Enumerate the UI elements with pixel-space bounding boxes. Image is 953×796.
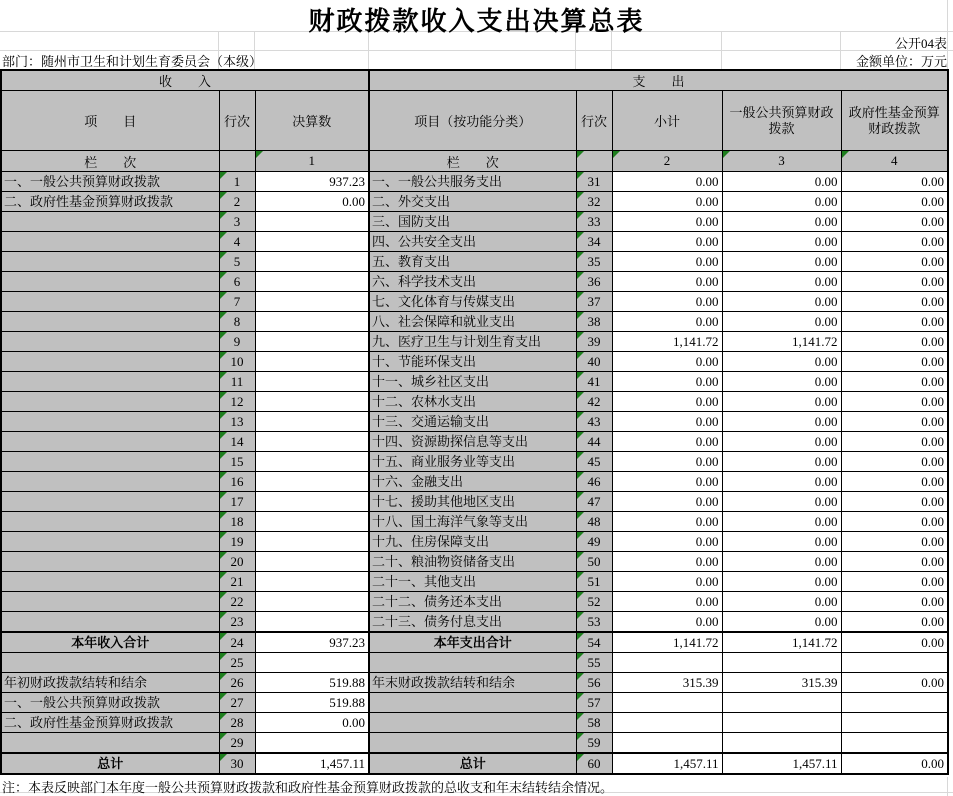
table-row — [1, 713, 948, 733]
cell-expense-general-budget[interactable]: 1,141.72 — [722, 332, 841, 352]
gridline — [947, 777, 948, 796]
fiscal-appropriation-table — [0, 69, 949, 775]
cell-expense-rownum[interactable]: 55 — [576, 653, 612, 673]
cell-income-value[interactable] — [255, 412, 369, 432]
cell-expense-label[interactable] — [369, 713, 576, 733]
cell-expense-general-budget[interactable]: 0.00 — [722, 612, 841, 633]
cell-income-rownum[interactable]: 28 — [219, 713, 255, 733]
cell-income-rownum[interactable]: 16 — [219, 472, 255, 492]
cell-expense-govt-fund[interactable]: 0.00 — [841, 172, 948, 192]
cell-expense-rownum[interactable]: 53 — [576, 612, 612, 633]
table-row — [1, 452, 948, 472]
cell-expense-subtotal[interactable]: 0.00 — [612, 452, 722, 472]
cell-expense-rownum[interactable]: 54 — [576, 632, 612, 653]
cell-expense-govt-fund[interactable]: 0.00 — [841, 292, 948, 312]
table-row — [1, 332, 948, 352]
cell-expense-govt-fund[interactable] — [841, 713, 948, 733]
cell-expense-subtotal[interactable] — [612, 713, 722, 733]
cell-income-value[interactable]: 0.00 — [255, 192, 369, 212]
cell-expense-subtotal[interactable]: 0.00 — [612, 432, 722, 452]
cell-income-label[interactable] — [1, 272, 219, 292]
cell-expense-rownum[interactable]: 50 — [576, 552, 612, 572]
cell-income-rownum[interactable]: 5 — [219, 252, 255, 272]
cell-expense-general-budget[interactable]: 0.00 — [722, 212, 841, 232]
cell-expense-rownum[interactable]: 43 — [576, 412, 612, 432]
column-index-row — [1, 151, 948, 172]
cell-expense-subtotal[interactable]: 0.00 — [612, 572, 722, 592]
cell-income-label[interactable] — [1, 292, 219, 312]
cell-expense-govt-fund[interactable]: 0.00 — [841, 753, 948, 774]
cell-expense-general-budget[interactable] — [722, 653, 841, 673]
cell-expense-govt-fund[interactable]: 0.00 — [841, 492, 948, 512]
cell-income-label[interactable]: 二、政府性基金预算财政拨款 — [1, 713, 219, 733]
cell-income-label[interactable] — [1, 212, 219, 232]
cell-expense-general-budget[interactable]: 0.00 — [722, 572, 841, 592]
cell-expense-label[interactable]: 十三、交通运输支出 — [369, 412, 576, 432]
cell-income-rownum[interactable]: 19 — [219, 532, 255, 552]
cell-expense-subtotal[interactable]: 0.00 — [612, 252, 722, 272]
cell-expense-rownum[interactable]: 47 — [576, 492, 612, 512]
cell-income-rownum[interactable]: 10 — [219, 352, 255, 372]
cell-expense-label[interactable]: 二十一、其他支出 — [369, 572, 576, 592]
cell-income-rownum[interactable]: 22 — [219, 592, 255, 612]
expense-subtotal-header[interactable]: 小计 — [612, 91, 722, 151]
cell-expense-general-budget[interactable]: 1,141.72 — [722, 632, 841, 653]
cell-income-label[interactable]: 总计 — [1, 753, 219, 774]
cell-expense-subtotal[interactable]: 0.00 — [612, 372, 722, 392]
page-title: 财政拨款收入支出决算总表 — [308, 7, 645, 36]
cell-expense-label[interactable]: 七、文化体育与传媒支出 — [369, 292, 576, 312]
table-row — [1, 552, 948, 572]
cell-income-label[interactable] — [1, 452, 219, 472]
cell-expense-label[interactable]: 六、科学技术支出 — [369, 272, 576, 292]
cell-income-value[interactable] — [255, 212, 369, 232]
cell-income-label[interactable]: 二、政府性基金预算财政拨款 — [1, 192, 219, 212]
cell-income-rownum[interactable]: 30 — [219, 753, 255, 774]
cell-expense-rownum[interactable]: 57 — [576, 693, 612, 713]
cell-income-value[interactable]: 519.88 — [255, 673, 369, 693]
cell-expense-general-budget[interactable]: 0.00 — [722, 232, 841, 252]
cell-expense-rownum[interactable]: 39 — [576, 332, 612, 352]
cell-income-value[interactable] — [255, 592, 369, 612]
cell-expense-rownum[interactable]: 35 — [576, 252, 612, 272]
cell-income-value[interactable] — [255, 612, 369, 633]
cell-expense-subtotal[interactable]: 0.00 — [612, 292, 722, 312]
cell-expense-rownum[interactable]: 56 — [576, 673, 612, 693]
cell-expense-label[interactable]: 十九、住房保障支出 — [369, 532, 576, 552]
cell-expense-govt-fund[interactable]: 0.00 — [841, 272, 948, 292]
cell-expense-rownum[interactable]: 37 — [576, 292, 612, 312]
cell-income-label[interactable] — [1, 232, 219, 252]
column-index-3[interactable]: 3 — [722, 151, 841, 172]
table-row — [1, 412, 948, 432]
cell-expense-general-budget[interactable]: 0.00 — [722, 492, 841, 512]
cell-income-value[interactable] — [255, 232, 369, 252]
table-row — [1, 592, 948, 612]
cell-expense-subtotal[interactable]: 0.00 — [612, 612, 722, 633]
cell-income-label[interactable] — [1, 352, 219, 372]
cell-expense-rownum[interactable]: 32 — [576, 192, 612, 212]
cell-expense-label[interactable]: 二十二、债务还本支出 — [369, 592, 576, 612]
unit-label: 金额单位：万元 — [855, 54, 947, 69]
cell-income-label[interactable]: 本年收入合计 — [1, 632, 219, 653]
cell-expense-label[interactable]: 八、社会保障和就业支出 — [369, 312, 576, 332]
cell-expense-subtotal[interactable]: 0.00 — [612, 492, 722, 512]
cell-income-value[interactable] — [255, 572, 369, 592]
expense-general-budget-header[interactable]: 一般公共预算财政拨款 — [722, 91, 841, 151]
cell-income-rownum[interactable]: 8 — [219, 312, 255, 332]
cell-expense-label[interactable]: 九、医疗卫生与计划生育支出 — [369, 332, 576, 352]
cell-income-label[interactable] — [1, 432, 219, 452]
band-income-header[interactable]: 收 入 — [1, 70, 369, 91]
cell-expense-general-budget[interactable]: 0.00 — [722, 252, 841, 272]
cell-income-rownum[interactable]: 20 — [219, 552, 255, 572]
cell-income-value[interactable]: 1,457.11 — [255, 753, 369, 774]
cell-expense-general-budget[interactable]: 0.00 — [722, 292, 841, 312]
cell-expense-subtotal[interactable]: 0.00 — [612, 592, 722, 612]
form-code-label: 公开04表 — [894, 36, 947, 51]
cell-income-rownum[interactable]: 7 — [219, 292, 255, 312]
cell-income-rownum[interactable]: 3 — [219, 212, 255, 232]
cell-income-label[interactable] — [1, 252, 219, 272]
band-expense-header[interactable]: 支 出 — [369, 70, 948, 91]
cell-expense-general-budget[interactable]: 0.00 — [722, 192, 841, 212]
cell-expense-subtotal[interactable]: 0.00 — [612, 532, 722, 552]
cell-income-rownum[interactable]: 18 — [219, 512, 255, 532]
cell-expense-label[interactable]: 十五、商业服务业等支出 — [369, 452, 576, 472]
table-row — [1, 753, 948, 774]
cell-expense-govt-fund[interactable]: 0.00 — [841, 212, 948, 232]
table-row — [1, 532, 948, 552]
table-row — [1, 312, 948, 332]
cell-income-value[interactable] — [255, 292, 369, 312]
cell-expense-rownum[interactable]: 59 — [576, 733, 612, 754]
cell-expense-general-budget[interactable]: 0.00 — [722, 312, 841, 332]
cell-expense-rownum[interactable]: 42 — [576, 392, 612, 412]
cell-income-label[interactable] — [1, 392, 219, 412]
cell-income-label[interactable] — [1, 653, 219, 673]
cell-expense-rownum[interactable]: 58 — [576, 713, 612, 733]
cell-expense-label[interactable]: 三、国防支出 — [369, 212, 576, 232]
cell-income-value[interactable] — [255, 532, 369, 552]
cell-income-rownum[interactable]: 1 — [219, 172, 255, 192]
expense-item-header[interactable]: 项目（按功能分类） — [369, 91, 576, 151]
cell-expense-label[interactable]: 二、外交支出 — [369, 192, 576, 212]
cell-expense-subtotal[interactable]: 0.00 — [612, 472, 722, 492]
cell-income-rownum[interactable]: 11 — [219, 372, 255, 392]
cell-expense-label[interactable]: 十七、援助其他地区支出 — [369, 492, 576, 512]
footnote: 注：本表反映部门本年度一般公共预算财政拨款和政府性基金预算财政拨款的总收支和年末结转结余情况。 — [2, 780, 614, 795]
cell-expense-label[interactable] — [369, 733, 576, 754]
cell-expense-general-budget[interactable]: 0.00 — [722, 552, 841, 572]
column-header-row — [1, 91, 948, 151]
table-row — [1, 572, 948, 592]
table-row — [1, 733, 948, 754]
cell-income-value[interactable] — [255, 452, 369, 472]
cell-expense-label[interactable]: 年末财政拨款结转和结余 — [369, 673, 576, 693]
cell-income-rownum[interactable]: 21 — [219, 572, 255, 592]
income-rownum-header[interactable]: 行次 — [219, 91, 255, 151]
cell-expense-label[interactable]: 四、公共安全支出 — [369, 232, 576, 252]
cell-expense-rownum[interactable]: 40 — [576, 352, 612, 372]
table-row — [1, 673, 948, 693]
cell-income-rownum[interactable]: 17 — [219, 492, 255, 512]
table-row — [1, 232, 948, 252]
cell-income-rownum[interactable]: 14 — [219, 432, 255, 452]
cell-expense-general-budget[interactable]: 0.00 — [722, 272, 841, 292]
table-row — [1, 472, 948, 492]
cell-income-label[interactable]: 一、一般公共预算财政拨款 — [1, 693, 219, 713]
cell-income-value[interactable] — [255, 392, 369, 412]
table-row — [1, 292, 948, 312]
cell-income-label[interactable] — [1, 492, 219, 512]
cell-expense-subtotal[interactable] — [612, 653, 722, 673]
table-body — [1, 172, 948, 775]
table-row — [1, 693, 948, 713]
cell-expense-label[interactable]: 十四、资源勘探信息等支出 — [369, 432, 576, 452]
table-row — [1, 492, 948, 512]
cell-expense-govt-fund[interactable]: 0.00 — [841, 352, 948, 372]
cell-income-label[interactable] — [1, 412, 219, 432]
cell-expense-rownum[interactable]: 45 — [576, 452, 612, 472]
cell-expense-rownum[interactable]: 46 — [576, 472, 612, 492]
cell-expense-govt-fund[interactable]: 0.00 — [841, 512, 948, 532]
table-row — [1, 192, 948, 212]
cell-expense-govt-fund[interactable]: 0.00 — [841, 673, 948, 693]
cell-expense-general-budget[interactable]: 0.00 — [722, 372, 841, 392]
cell-expense-rownum[interactable]: 33 — [576, 212, 612, 232]
cell-expense-govt-fund[interactable] — [841, 653, 948, 673]
cell-income-value[interactable] — [255, 472, 369, 492]
cell-expense-subtotal[interactable]: 0.00 — [612, 192, 722, 212]
cell-income-rownum[interactable]: 12 — [219, 392, 255, 412]
cell-expense-govt-fund[interactable]: 0.00 — [841, 312, 948, 332]
cell-expense-subtotal[interactable]: 0.00 — [612, 272, 722, 292]
column-index-1[interactable]: 1 — [255, 151, 369, 172]
cell-expense-govt-fund[interactable]: 0.00 — [841, 552, 948, 572]
cell-expense-govt-fund[interactable]: 0.00 — [841, 592, 948, 612]
cell-expense-label[interactable] — [369, 693, 576, 713]
table-row — [1, 612, 948, 633]
cell-expense-rownum[interactable]: 38 — [576, 312, 612, 332]
table-row — [1, 372, 948, 392]
cell-expense-subtotal[interactable]: 0.00 — [612, 172, 722, 192]
cell-income-label[interactable] — [1, 612, 219, 633]
cell-expense-label[interactable]: 五、教育支出 — [369, 252, 576, 272]
cell-expense-general-budget[interactable]: 0.00 — [722, 172, 841, 192]
cell-expense-subtotal[interactable] — [612, 733, 722, 754]
cell-expense-general-budget[interactable]: 0.00 — [722, 472, 841, 492]
cell-expense-govt-fund[interactable] — [841, 693, 948, 713]
cell-expense-govt-fund[interactable]: 0.00 — [841, 412, 948, 432]
cell-expense-label[interactable]: 十八、国土海洋气象等支出 — [369, 512, 576, 532]
cell-income-label[interactable] — [1, 372, 219, 392]
cell-expense-subtotal[interactable]: 0.00 — [612, 552, 722, 572]
department-label: 部门：随州市卫生和计划生育委员会（本级） — [2, 54, 263, 69]
cell-income-value[interactable] — [255, 552, 369, 572]
cell-expense-govt-fund[interactable]: 0.00 — [841, 432, 948, 452]
cell-expense-subtotal[interactable]: 0.00 — [612, 212, 722, 232]
cell-expense-label[interactable]: 总计 — [369, 753, 576, 774]
cell-expense-general-budget[interactable] — [722, 693, 841, 713]
cell-income-rownum[interactable]: 9 — [219, 332, 255, 352]
expense-govt-fund-header[interactable]: 政府性基金预算财政拨款 — [841, 91, 948, 151]
cell-income-rownum[interactable]: 29 — [219, 733, 255, 754]
cell-income-label[interactable] — [1, 532, 219, 552]
cell-expense-govt-fund[interactable]: 0.00 — [841, 372, 948, 392]
cell-income-value[interactable] — [255, 252, 369, 272]
cell-income-value[interactable]: 519.88 — [255, 693, 369, 713]
cell-expense-label[interactable] — [369, 653, 576, 673]
cell-income-rownum[interactable]: 13 — [219, 412, 255, 432]
table-row — [1, 632, 948, 653]
cell-income-rownum[interactable]: 4 — [219, 232, 255, 252]
cell-expense-general-budget[interactable]: 0.00 — [722, 432, 841, 452]
income-lanci-blank[interactable] — [219, 151, 255, 172]
cell-expense-general-budget[interactable] — [722, 713, 841, 733]
cell-expense-govt-fund[interactable]: 0.00 — [841, 532, 948, 552]
expense-lanci-label[interactable]: 栏 次 — [369, 151, 576, 172]
cell-expense-rownum[interactable]: 48 — [576, 512, 612, 532]
cell-expense-subtotal[interactable]: 0.00 — [612, 352, 722, 372]
cell-expense-general-budget[interactable]: 0.00 — [722, 392, 841, 412]
cell-expense-general-budget[interactable]: 315.39 — [722, 673, 841, 693]
cell-income-label[interactable] — [1, 733, 219, 754]
cell-expense-govt-fund[interactable] — [841, 733, 948, 754]
table-row — [1, 352, 948, 372]
cell-expense-subtotal[interactable]: 0.00 — [612, 232, 722, 252]
cell-expense-subtotal[interactable]: 1,141.72 — [612, 632, 722, 653]
cell-expense-rownum[interactable]: 41 — [576, 372, 612, 392]
cell-income-value[interactable]: 937.23 — [255, 172, 369, 192]
cell-expense-rownum[interactable]: 52 — [576, 592, 612, 612]
cell-expense-general-budget[interactable]: 0.00 — [722, 452, 841, 472]
cell-expense-rownum[interactable]: 44 — [576, 432, 612, 452]
cell-income-label[interactable]: 一、一般公共预算财政拨款 — [1, 172, 219, 192]
cell-income-value[interactable] — [255, 332, 369, 352]
cell-expense-general-budget[interactable]: 0.00 — [722, 592, 841, 612]
cell-expense-govt-fund[interactable]: 0.00 — [841, 612, 948, 633]
cell-expense-subtotal[interactable] — [612, 693, 722, 713]
column-index-4[interactable]: 4 — [841, 151, 948, 172]
cell-expense-general-budget[interactable]: 1,457.11 — [722, 753, 841, 774]
cell-expense-rownum[interactable]: 34 — [576, 232, 612, 252]
column-index-2[interactable]: 2 — [612, 151, 722, 172]
cell-expense-rownum[interactable]: 31 — [576, 172, 612, 192]
section-band-row — [1, 70, 948, 91]
cell-expense-label[interactable]: 十六、金融支出 — [369, 472, 576, 492]
cell-income-value[interactable] — [255, 492, 369, 512]
cell-income-value[interactable] — [255, 512, 369, 532]
table-row — [1, 512, 948, 532]
cell-income-value[interactable]: 0.00 — [255, 713, 369, 733]
cell-income-label[interactable] — [1, 472, 219, 492]
expense-rownum-header[interactable]: 行次 — [576, 91, 612, 151]
cell-income-label[interactable]: 年初财政拨款结转和结余 — [1, 673, 219, 693]
cell-expense-subtotal[interactable]: 0.00 — [612, 392, 722, 412]
expense-lanci-blank[interactable] — [576, 151, 612, 172]
income-lanci-label[interactable]: 栏 次 — [1, 151, 219, 172]
cell-income-value[interactable]: 937.23 — [255, 632, 369, 653]
cell-expense-subtotal[interactable]: 1,141.72 — [612, 332, 722, 352]
cell-income-label[interactable] — [1, 332, 219, 352]
cell-expense-label[interactable]: 十一、城乡社区支出 — [369, 372, 576, 392]
cell-expense-subtotal[interactable]: 0.00 — [612, 412, 722, 432]
table-row — [1, 272, 948, 292]
cell-income-value[interactable] — [255, 733, 369, 754]
cell-income-rownum[interactable]: 27 — [219, 693, 255, 713]
cell-expense-subtotal[interactable]: 0.00 — [612, 512, 722, 532]
cell-expense-general-budget[interactable] — [722, 733, 841, 754]
cell-expense-govt-fund[interactable]: 0.00 — [841, 232, 948, 252]
cell-expense-label[interactable]: 二十、粮油物资储备支出 — [369, 552, 576, 572]
cell-income-label[interactable] — [1, 572, 219, 592]
cell-income-rownum[interactable]: 26 — [219, 673, 255, 693]
cell-income-rownum[interactable]: 2 — [219, 192, 255, 212]
income-item-header[interactable]: 项 目 — [1, 91, 219, 151]
cell-expense-label[interactable]: 十、节能环保支出 — [369, 352, 576, 372]
cell-expense-rownum[interactable]: 51 — [576, 572, 612, 592]
cell-income-rownum[interactable]: 25 — [219, 653, 255, 673]
cell-expense-govt-fund[interactable]: 0.00 — [841, 252, 948, 272]
cell-expense-label[interactable]: 二十三、债务付息支出 — [369, 612, 576, 633]
cell-income-label[interactable] — [1, 592, 219, 612]
cell-expense-govt-fund[interactable]: 0.00 — [841, 332, 948, 352]
cell-income-label[interactable] — [1, 512, 219, 532]
cell-expense-subtotal[interactable]: 1,457.11 — [612, 753, 722, 774]
cell-income-value[interactable] — [255, 432, 369, 452]
cell-expense-label[interactable]: 一、一般公共服务支出 — [369, 172, 576, 192]
cell-income-rownum[interactable]: 24 — [219, 632, 255, 653]
cell-income-rownum[interactable]: 6 — [219, 272, 255, 292]
table-row — [1, 212, 948, 232]
cell-expense-govt-fund[interactable]: 0.00 — [841, 192, 948, 212]
cell-expense-general-budget[interactable]: 0.00 — [722, 512, 841, 532]
cell-income-value[interactable] — [255, 312, 369, 332]
cell-income-rownum[interactable]: 15 — [219, 452, 255, 472]
cell-expense-label[interactable]: 十二、农林水支出 — [369, 392, 576, 412]
cell-expense-govt-fund[interactable]: 0.00 — [841, 632, 948, 653]
cell-expense-label[interactable]: 本年支出合计 — [369, 632, 576, 653]
cell-expense-rownum[interactable]: 36 — [576, 272, 612, 292]
cell-income-rownum[interactable]: 23 — [219, 612, 255, 633]
cell-expense-general-budget[interactable]: 0.00 — [722, 352, 841, 372]
cell-income-value[interactable] — [255, 352, 369, 372]
cell-expense-govt-fund[interactable]: 0.00 — [841, 392, 948, 412]
cell-expense-govt-fund[interactable]: 0.00 — [841, 572, 948, 592]
cell-income-value[interactable] — [255, 272, 369, 292]
cell-expense-subtotal[interactable]: 315.39 — [612, 673, 722, 693]
cell-income-label[interactable] — [1, 312, 219, 332]
cell-expense-govt-fund[interactable]: 0.00 — [841, 452, 948, 472]
cell-expense-subtotal[interactable]: 0.00 — [612, 312, 722, 332]
cell-expense-rownum[interactable]: 60 — [576, 753, 612, 774]
table-row — [1, 392, 948, 412]
cell-expense-rownum[interactable]: 49 — [576, 532, 612, 552]
table-row — [1, 172, 948, 192]
income-amount-header[interactable]: 决算数 — [255, 91, 369, 151]
cell-income-label[interactable] — [1, 552, 219, 572]
cell-expense-general-budget[interactable]: 0.00 — [722, 532, 841, 552]
cell-income-value[interactable] — [255, 372, 369, 392]
table-row — [1, 653, 948, 673]
table-row — [1, 432, 948, 452]
cell-expense-govt-fund[interactable]: 0.00 — [841, 472, 948, 492]
table-row — [1, 252, 948, 272]
cell-expense-general-budget[interactable]: 0.00 — [722, 412, 841, 432]
cell-income-value[interactable] — [255, 653, 369, 673]
